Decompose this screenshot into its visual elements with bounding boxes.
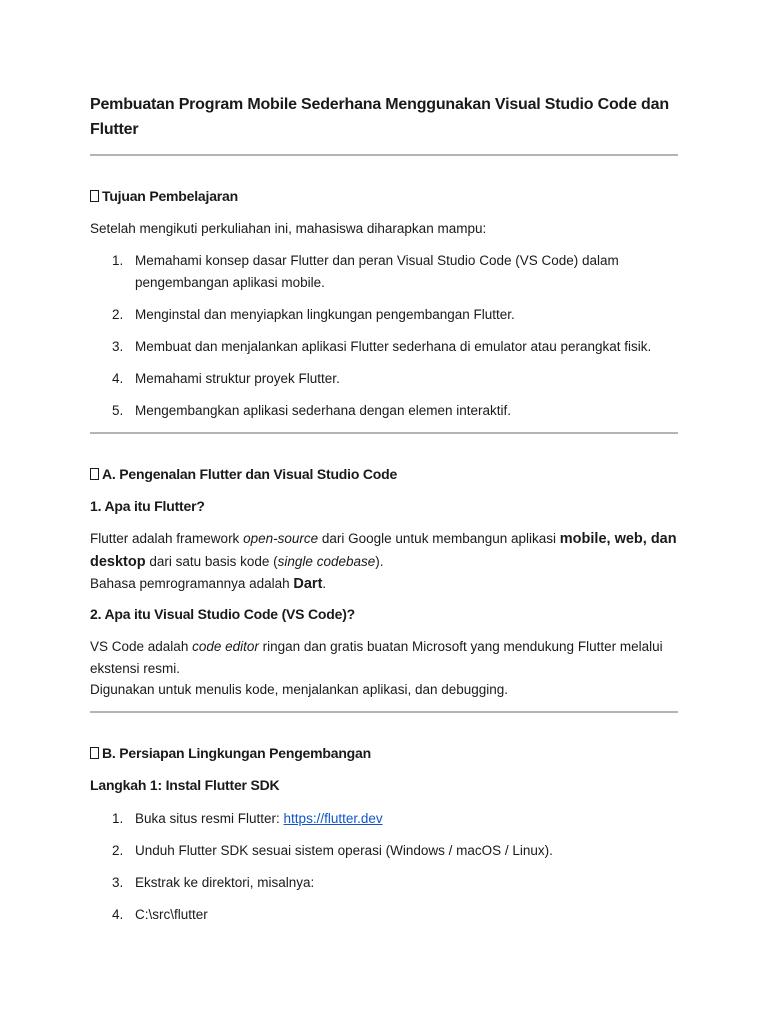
book-icon (90, 468, 99, 480)
tujuan-intro: Setelah mengikuti perkuliahan ini, mahasiswa diharapkan mampu: (90, 221, 487, 236)
heading-section-a-text: A. Pengenalan Flutter dan Visual Studio Code (102, 466, 398, 482)
heading-tujuan (90, 186, 238, 206)
heading-tujuan-text: Tujuan Pembelajaran (102, 188, 238, 204)
heading-langkah-1: Langkah 1: Instal Flutter SDK (90, 777, 280, 793)
heading-apa-itu-vscode: 2. Apa itu Visual Studio Code (VS Code)? (90, 606, 356, 622)
target-icon (90, 190, 99, 202)
divider (90, 711, 678, 713)
heading-apa-itu-flutter: 1. Apa itu Flutter? (90, 498, 205, 514)
document-title: Pembuatan Program Mobile Sederhana Menggunakan Visual Studio Code dan Flutter (90, 96, 669, 138)
paragraph-flutter-definition: Flutter adalah framework open-source dari Google untuk membangun aplikasi mobile, web, dan desktop dari satu basis kode (single codebase). Bahasa pemrogramannya adalah Dart. (90, 531, 677, 592)
heading-section-a (90, 464, 397, 484)
divider (90, 154, 678, 156)
flutter-website-link[interactable]: https://flutter.dev (283, 811, 383, 826)
wrench-icon (90, 747, 99, 759)
paragraph-vscode-definition: VS Code adalah code editor ringan dan gratis buatan Microsoft yang mendukung Flutter melalui ekstensi resmi. Digunakan untuk menulis kode, menjalankan aplikasi, dan debugging. (90, 639, 663, 697)
heading-section-b (90, 743, 371, 763)
heading-section-b-text: B. Persiapan Lingkungan Pengembangan (102, 745, 371, 761)
divider (90, 432, 678, 434)
